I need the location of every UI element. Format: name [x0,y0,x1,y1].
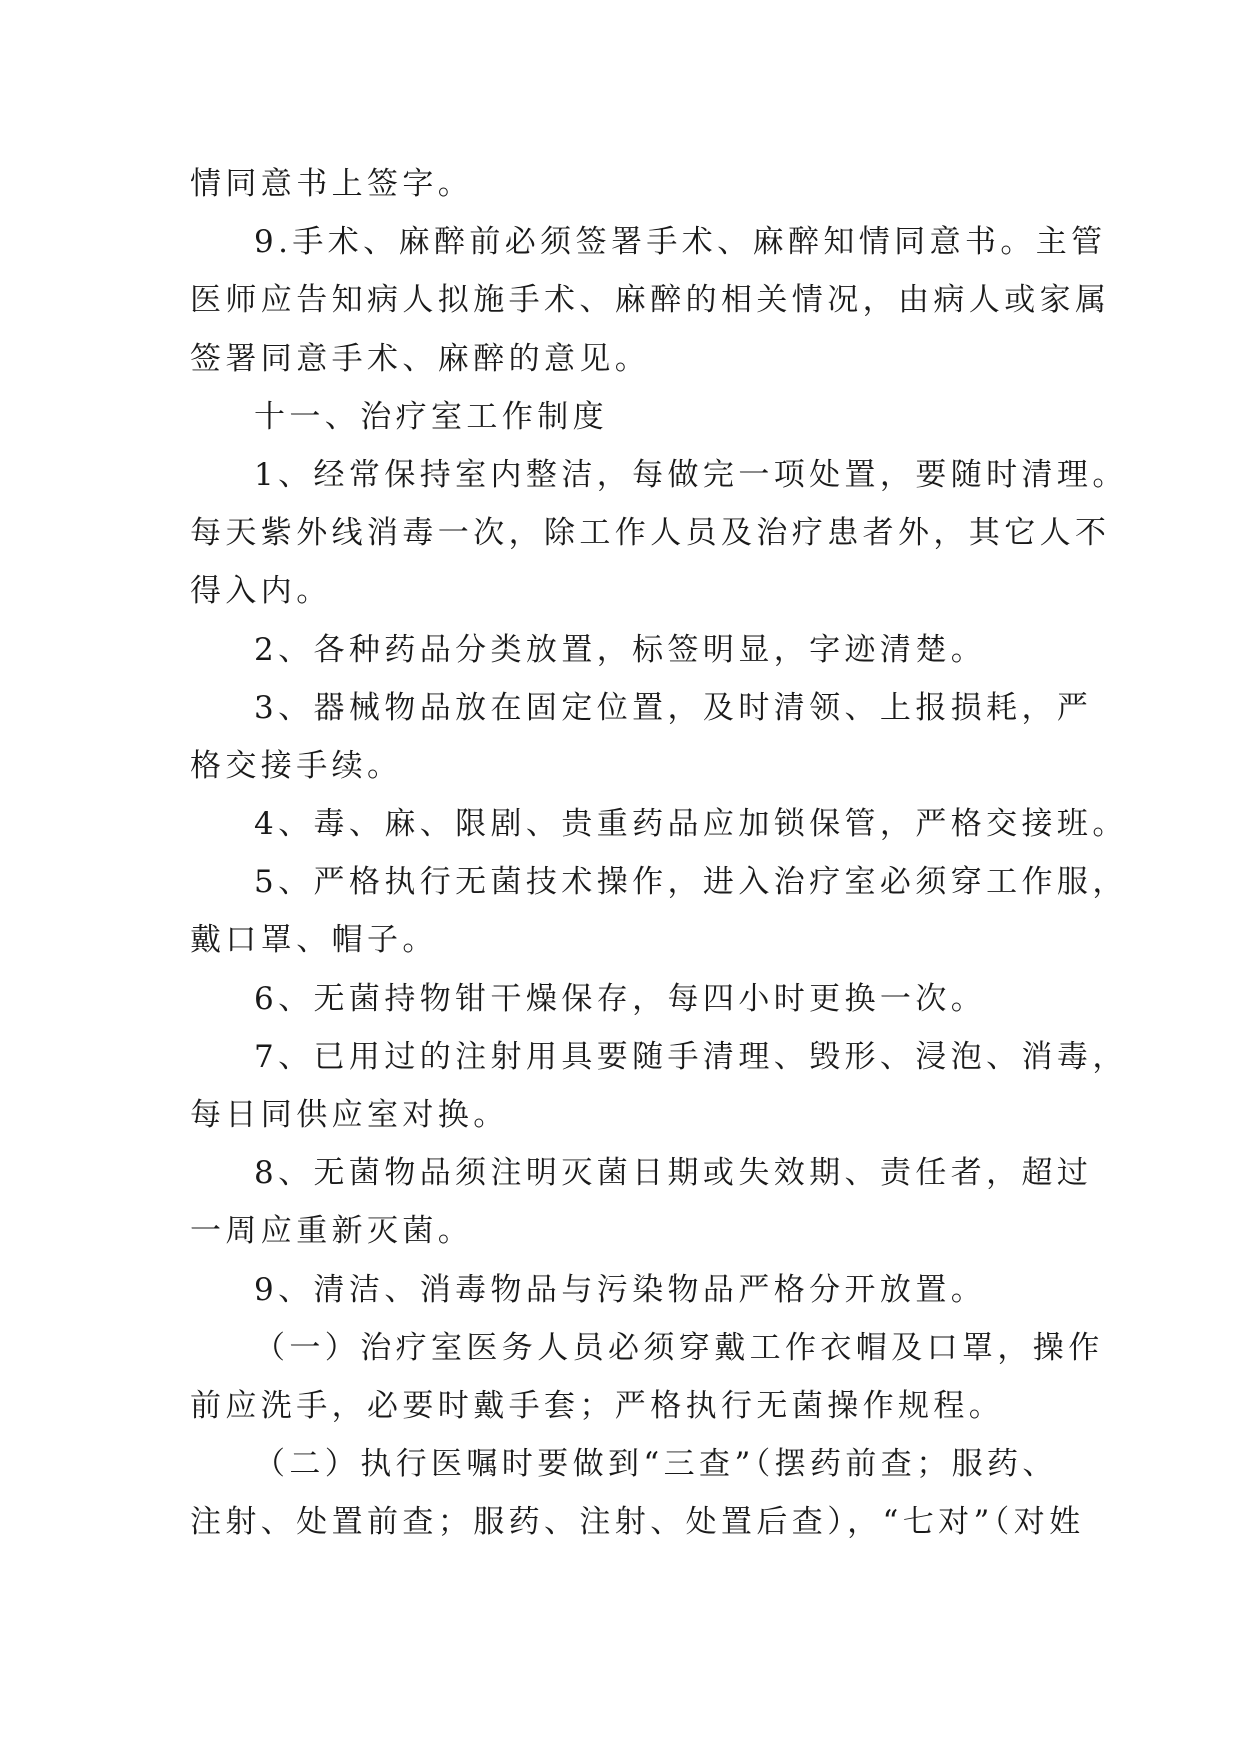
text-line: 1、经常保持室内整洁，每做完一项处置，要随时清理。 [254,456,1128,493]
text-line: 每日同供应室对换。 [190,1097,509,1133]
text-line: （二）执行医嘱时要做到“三查”（摆药前查；服药、 [254,1446,1058,1483]
text-line: 6、无菌持物钳干燥保存，每四小时更换一次。 [254,980,987,1017]
text-line: 注射、处置前查；服药、注射、处置后查），“七对”（对姓 [190,1504,1085,1541]
text-line: 2、各种药品分类放置，标签明显，字迹清楚。 [254,631,987,668]
text-line: 戴口罩、帽子。 [190,922,438,959]
text-line: （一）治疗室医务人员必须穿戴工作衣帽及口罩，操作 [254,1329,1104,1366]
text-line: 情同意书上签字。 [190,166,474,202]
text-line: 得入内。 [190,573,332,610]
text-line: 5、严格执行无菌技术操作，进入治疗室必须穿工作服， [254,864,1128,901]
text-line: 医师应告知病人拟施手术、麻醉的相关情况，由病人或家属 [190,282,1111,319]
text-line: 3、器械物品放在固定位置，及时清领、上报损耗，严 [254,689,1093,726]
text-line: 签署同意手术、麻醉的意见。 [190,340,651,377]
section-heading: 十一、治疗室工作制度 [254,398,608,435]
text-line: 7、已用过的注射用具要随手清理、毁形、浸泡、消毒， [254,1038,1128,1075]
text-line: 一周应重新灭菌。 [190,1213,474,1250]
text-line: 9、清洁、消毒物品与污染物品严格分开放置。 [254,1271,987,1308]
text-line: 格交接手续。 [190,747,403,784]
text-line: 前应洗手，必要时戴手套；严格执行无菌操作规程。 [190,1387,1005,1424]
text-line: 8、无菌物品须注明灭菌日期或失效期、责任者，超过 [254,1155,1093,1192]
text-line: 9.手术、麻醉前必须签署手术、麻醉知情同意书。主管 [254,224,1107,261]
text-line: 每天紫外线消毒一次，除工作人员及治疗患者外，其它人不 [190,515,1111,552]
text-line: 4、毒、麻、限剧、贵重药品应加锁保管，严格交接班。 [254,806,1128,843]
document-body [190,155,1128,1552]
